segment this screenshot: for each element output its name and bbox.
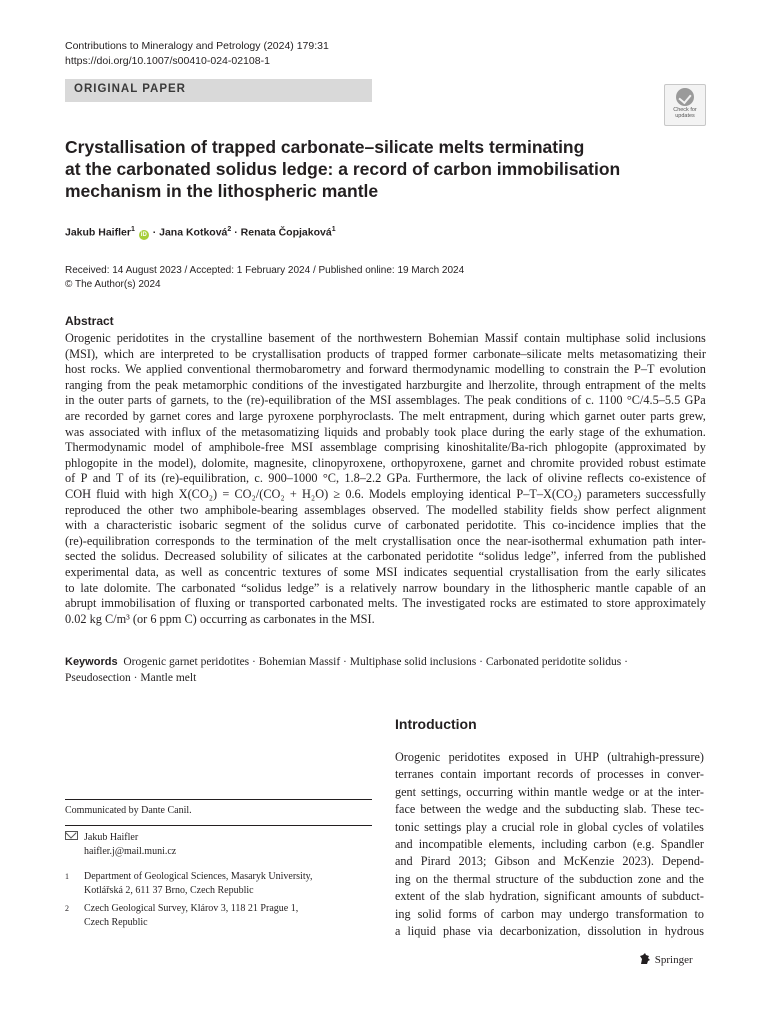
affiliation-line: Kotlářská 2, 611 37 Brno, Czech Republic xyxy=(84,884,254,896)
keywords-block xyxy=(65,654,628,686)
keywords-line: Pseudosection · Mantle melt xyxy=(65,672,197,684)
text-line: are recorded by garnet cores and large pyroxene porphyroclasts. The melt entrapment, during which garnet outer parts grew, xyxy=(65,408,706,423)
check-updates-line1: Check for xyxy=(673,107,697,113)
text-line: tonic settings play a crucial role in global cycles of volatiles xyxy=(395,819,704,834)
text-line: gent settings, occurring within mantle wedge or at the inter- xyxy=(395,784,704,799)
footnote-divider xyxy=(65,799,372,800)
text-line: face between the wedge and the subducting slab. These tec- xyxy=(395,802,704,817)
text-line: extent of the slab hydration, significant amounts of subduct- xyxy=(395,889,704,904)
affiliation-mark: 2 xyxy=(227,226,232,233)
text-line: to late dolomite. The carbonated “solidus ledge” is a relatively narrow boundary in the lithospheric mantle capable of an xyxy=(65,580,706,595)
affiliation-line: Department of Geological Sciences, Masaryk University, xyxy=(84,871,313,882)
text-line: 0.02 kg C/m³ (or 6 ppm C) occurring as carbonates in the MSI. xyxy=(65,611,375,626)
text-line: host rocks. We applied conventional thermobarometry and forward thermodynamic modelling to constrain the P–T evolution xyxy=(65,362,706,377)
text-line: (re)-equilibration corresponds to the termination of the melt crystallisation once the near-isothermal exhumation path inter- xyxy=(65,533,706,548)
text-line: in the outer parts of garnets, to the (re)-equilibration of the MSI assemblages. The peak conditions of c. 1100 °C/4.5–5.5 GPa xyxy=(65,393,706,408)
check-updates-icon xyxy=(676,88,694,106)
text-line: sected the solidus. Decreased solubility of silicates at the carbonated peridotite “solidus ledge”, inferred from the published xyxy=(65,549,706,564)
text-line: experimental data, as well as concentric textures of some MSI indicates sequential crystallisation from the early silicates xyxy=(65,564,706,579)
abstract-body xyxy=(65,331,706,627)
text-line: ing on the thermal structure of the subduction zone and the xyxy=(395,871,704,886)
text-line: (MSI), which are interpreted to be crystallisation products of trapped former carbonate–silicate melts metasomatizing their xyxy=(65,346,706,361)
publisher-logo xyxy=(638,952,693,966)
journal-citation: Contributions to Mineralogy and Petrology (2024) 179:31 xyxy=(65,40,329,52)
introduction-body xyxy=(395,749,704,940)
article-type-label: ORIGINAL PAPER xyxy=(74,83,186,95)
introduction-heading: Introduction xyxy=(395,716,477,732)
abstract-heading: Abstract xyxy=(65,314,114,328)
text-line: Thermodynamic model of amphibole-free MSI assemblage comprising kinoshitalite/Ba-rich phlogopite (approximated by xyxy=(65,440,706,455)
text-line: COH fluid with high X(CO₂) = CO₂/(CO₂ + H₂O) ≥ 0.6. Models employing identical P–T–X(CO₂) parameters successfully xyxy=(65,486,706,501)
text-line: and incompatible elements, including carbon (e.g. Spandler xyxy=(395,837,704,852)
keywords-line: Orogenic garnet peridotites · Bohemian Massif · Multiphase solid inclusions · Carbonated peridotite solidus · xyxy=(123,656,628,668)
text-line: abrupt immobilisation of fluxing or transported carbonated melts. The investigated rocks are estimated to store approximately xyxy=(65,596,706,611)
correspondence-email[interactable]: haifler.j@mail.muni.cz xyxy=(84,845,177,857)
check-for-updates-button[interactable] xyxy=(664,84,706,126)
springer-horse-icon xyxy=(638,952,652,966)
history-dates: Received: 14 August 2023 / Accepted: 1 February 2024 / Published online: 19 March 2024 xyxy=(65,265,465,276)
publication-dates xyxy=(65,264,464,292)
text-line: with a characteristic isobaric segment of the solidus curve of carbonated peridotite. This co-incidence implies that the xyxy=(65,518,706,533)
communicated-by: Communicated by Dante Canil. xyxy=(65,805,192,816)
affiliation-mark: 1 xyxy=(331,226,336,233)
text-line: phlogopite in the model), dolomite, magnesite, clinopyroxene, orthopyroxene, garnet and chromite provided robust estimate xyxy=(65,455,706,470)
publisher-name: Springer xyxy=(654,954,693,966)
text-line: a liquid phase via decarbonization, dissolution in hydrous xyxy=(395,924,704,939)
doi-link[interactable]: https://doi.org/10.1007/s00410-024-02108-1 xyxy=(65,55,270,67)
affiliation-line: Czech Geological Survey, Klárov 3, 118 21 Prague 1, xyxy=(84,903,299,914)
text-line: of P and T of its (re)-equilibration, c. 900–1000 °C, 1.8–2.2 GPa. Furthermore, the lack of olivine reflects co-existence of xyxy=(65,471,706,486)
affiliation-mark: 1 xyxy=(130,226,135,233)
author-name[interactable]: Jakub Haifler xyxy=(65,226,131,239)
affiliation-number: 1 xyxy=(65,872,69,881)
title-line: Crystallisation of trapped carbonate–silicate melts terminating xyxy=(65,137,585,157)
article-type-badge xyxy=(65,79,372,102)
text-line: reproduced the other two amphibole-bearing assemblages observed. The modelled stability fields show perfect alignment xyxy=(65,502,706,517)
correspondence-name: Jakub Haifler xyxy=(84,832,139,843)
text-line: ranging from the peak metamorphic conditions of the investigated harzburgite and lherzolite, through entrapment of the melts xyxy=(65,377,706,392)
title-line: at the carbonated solidus ledge: a record of carbon immobilisation xyxy=(65,159,621,179)
mail-icon xyxy=(65,831,78,845)
text-line: ing solid forms of carbon may undergo transformation to xyxy=(395,906,704,921)
orcid-icon[interactable]: iD xyxy=(140,231,147,238)
check-updates-line2: updates xyxy=(675,113,695,119)
affiliation-line: Czech Republic xyxy=(84,916,148,928)
text-line: Orogenic peridotites in the crystalline basement of the northwestern Bohemian Massif contain multiphase solid inclusions xyxy=(65,331,706,345)
text-line: Orogenic peridotites exposed in UHP (ultrahigh-pressure) xyxy=(395,750,704,764)
author-separator: · xyxy=(231,226,241,239)
text-line: was associated with influx of the metasomatizing liquids and probably took place during the early stage of the exhumation. xyxy=(65,424,706,439)
author-list xyxy=(65,226,336,240)
footnote-divider xyxy=(65,825,372,826)
paper-title xyxy=(65,136,705,202)
author-name[interactable]: Renata Čopjaková xyxy=(240,226,332,239)
copyright-line: © The Author(s) 2024 xyxy=(65,279,161,290)
title-line: mechanism in the lithospheric mantle xyxy=(65,181,379,201)
journal-header xyxy=(65,39,329,69)
affiliation-number: 2 xyxy=(65,904,69,913)
text-line: terranes contain important records of processes in conver- xyxy=(395,767,704,782)
text-line: and Pirard 2013; Gibson and McKenzie 2023). Depend- xyxy=(395,854,704,869)
keywords-heading: Keywords xyxy=(65,656,118,668)
author-name[interactable]: Jana Kotková xyxy=(159,226,228,239)
author-separator: · xyxy=(149,226,160,239)
